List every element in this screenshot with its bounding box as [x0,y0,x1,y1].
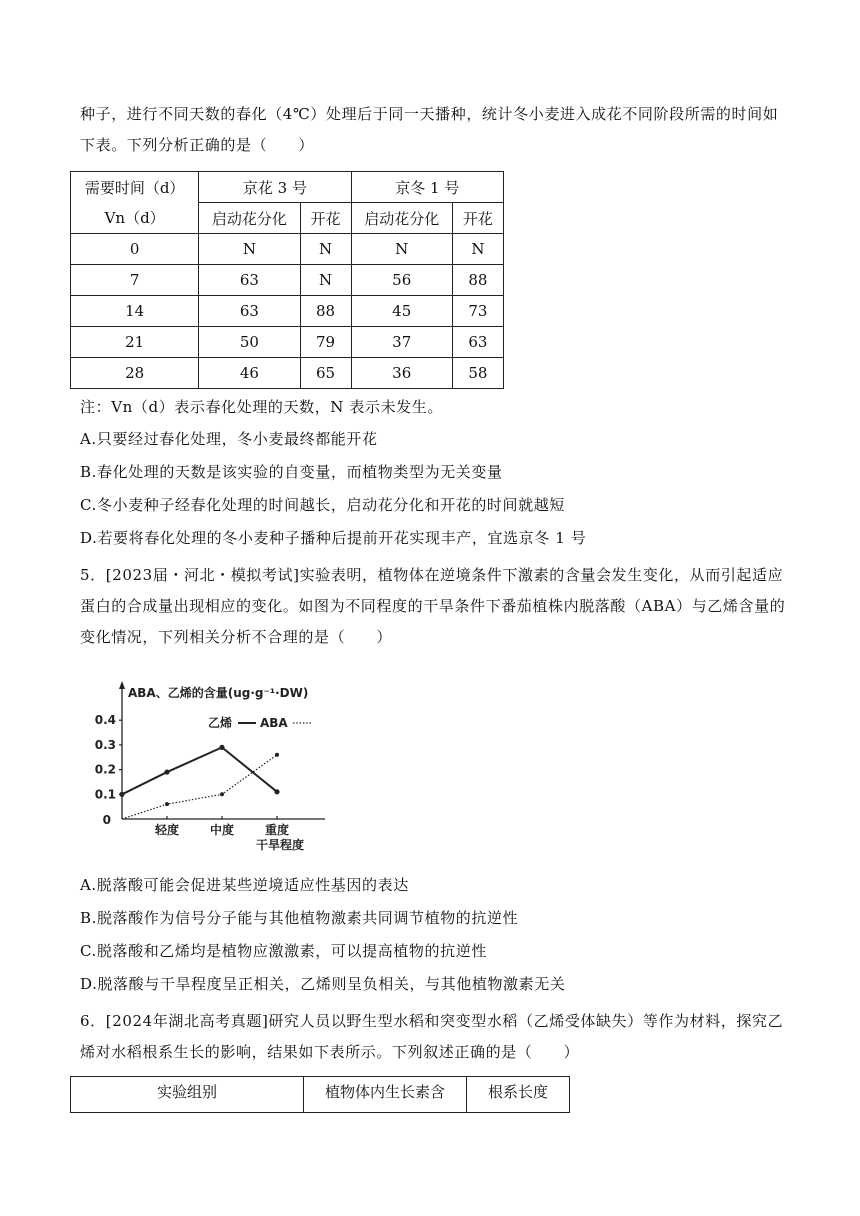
q6-header-group: 实验组别 [71,1077,304,1113]
table-cell: 21 [71,327,199,358]
table-cell: 88 [452,265,503,296]
rice-root-table [70,1076,570,1113]
table-cell: 0 [71,234,199,265]
sub-header: 启动花分化 [199,203,300,234]
vernalization-table [70,171,504,389]
q5-option-c: C.脱落酸和乙烯均是植物应激激素，可以提高植物的抗逆性 [80,942,487,960]
table-cell: 58 [452,358,503,389]
x-axis-label: 干旱程度 [255,838,305,852]
table-cell: 37 [351,327,452,358]
table-cell: 63 [199,296,300,327]
data-point [165,802,169,806]
table-row [71,265,504,296]
data-point [219,745,224,750]
table-row [71,327,504,358]
table-cell: 14 [71,296,199,327]
q4-option-a: A.只要经过春化处理，冬小麦最终都能开花 [80,430,378,448]
sub-header: 开花 [300,203,351,234]
y-tick-label: 0.4 [94,713,116,728]
x-tick-label: 中度 [209,823,235,837]
table-cell: 45 [351,296,452,327]
q6-stem: 6．[2024年湖北高考真题]研究人员以野生型水稻和突变型水稻（乙烯受体缺失）等作为材料，探究乙烯对水稻根系生长的影响，结果如下表所示。下列叙述正确的是（ ） [80,1012,784,1061]
table-cell: 28 [71,358,199,389]
table-cell: N [300,234,351,265]
series-layer [119,745,279,819]
y-axis-label: ABA、乙烯的含量(ug·g⁻¹·DW) [128,686,309,700]
table-row [71,296,504,327]
table-cell: 63 [199,265,300,296]
corner-bottom-label: Vn（d） [104,208,165,227]
q5-stem: 5．[2023届・河北・模拟考试]实验表明，植物体在逆境条件下激素的含量会发生变化，从而引起适应蛋白的合成量出现相应的变化。如图为不同程度的干旱条件下番茄植株内脱落酸（ABA）与乙烯含量的变化情况，下列相关分析不合理的是（ ） [80,566,786,646]
table-row [71,358,504,389]
table-cell: 50 [199,327,300,358]
data-point [119,792,124,797]
data-point [274,789,279,794]
table-cell: 79 [300,327,351,358]
y-tick-label: 0.1 [94,787,116,802]
corner-top-label: 需要时间（d） [84,178,185,197]
data-point [275,753,279,757]
sub-header: 启动花分化 [351,203,452,234]
q5-option-a: A.脱落酸可能会促进某些逆境适应性基因的表达 [80,876,409,894]
table-cell: 7 [71,265,199,296]
data-point [164,769,169,774]
sub-header: 开花 [452,203,503,234]
table-cell: 65 [300,358,351,389]
y-axis-arrow-icon [119,681,125,689]
q5-option-b: B.脱落酸作为信号分子能与其他植物激素共同调节植物的抗逆性 [80,909,519,927]
table-cell: 63 [452,327,503,358]
data-point [220,792,224,796]
table-cell: 46 [199,358,300,389]
y-ticks [95,713,122,801]
q5-option-d: D.脱落酸与干旱程度呈正相关，乙烯则呈负相关，与其他植物激素无关 [80,975,566,993]
series-line-aba [122,755,277,819]
table-cell: N [452,234,503,265]
aba-ethylene-chart [90,676,350,861]
axes [122,686,325,819]
q6-header-auxin: 植物体内生长素含 [304,1077,467,1113]
x-tick-label: 轻度 [154,823,180,837]
table-cell: N [300,265,351,296]
q4-option-c: C.冬小麦种子经春化处理的时间越长，启动花分化和开花的时间就越短 [80,496,565,514]
table-cell: N [199,234,300,265]
origin-label: 0 [102,813,111,827]
q4-option-b: B.春化处理的天数是该实验的自变量，而植物类型为无关变量 [80,463,503,481]
q6-header-root: 根系长度 [467,1077,570,1113]
table-cell: 56 [351,265,452,296]
q4-stem: 种子，进行不同天数的春化（4℃）处理后于同一天播种，统计冬小麦进入成花不同阶段所需的时间如下表。下列分析正确的是（ ） [80,105,779,154]
table-cell: 36 [351,358,452,389]
legend-aba-label: ABA [260,716,288,730]
q4-option-d: D.若要将春化处理的冬小麦种子播种后提前开花实现丰产，宜选京冬 1 号 [80,529,587,547]
group1-header: 京花 3 号 [199,172,351,203]
legend-ethylene-label: 乙烯 [208,716,233,730]
x-tick-label: 重度 [264,823,290,837]
table-corner-cell [71,172,199,234]
table-cell: 73 [452,296,503,327]
y-tick-label: 0.3 [94,737,116,752]
table-row [71,234,504,265]
table-note: 注：Vn（d）表示春化处理的天数，N 表示未发生。 [80,398,443,416]
y-tick-label: 0.2 [94,762,116,777]
table-cell: 88 [300,296,351,327]
table-cell: N [351,234,452,265]
group2-header: 京冬 1 号 [351,172,503,203]
